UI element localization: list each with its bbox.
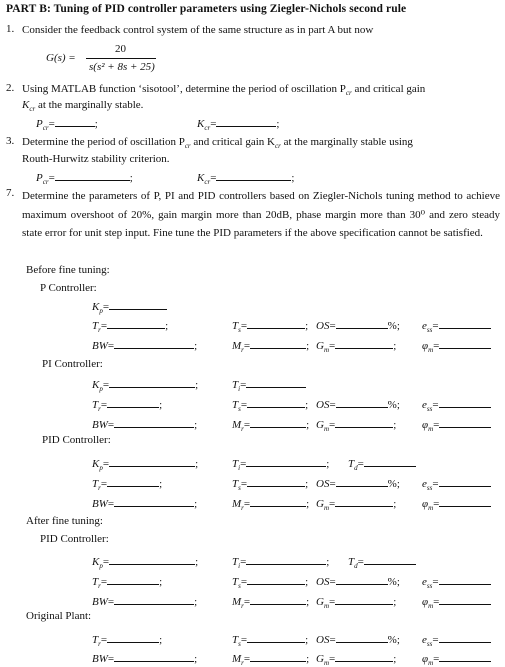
- orig-bw-field: BW= ;: [92, 650, 197, 665]
- answer-blank: [107, 573, 159, 585]
- answer-blank: [246, 376, 306, 388]
- orig-tr-field: $T_r=$ ;: [92, 631, 162, 648]
- original-plant-label: Original Plant:: [26, 610, 92, 622]
- pid-ts-field: $T_s=$ ;: [232, 475, 308, 492]
- orig-pm-field: $\varphi_m=$: [422, 650, 491, 667]
- pid-td-field: $T_d=$: [348, 455, 416, 472]
- pid2-tr-field: $T_r=$ ;: [92, 573, 162, 590]
- answer-blank: [335, 416, 393, 428]
- answer-blank: [250, 495, 306, 507]
- answer-blank: [109, 376, 195, 388]
- q3-line1: Determine the period of oscillation $P_{cr}$ and critical gain $K_{cr}$ at the marginally stable using: [22, 136, 413, 151]
- answer-blank: [364, 455, 416, 467]
- pi-gm-field: $G_m=$ ;: [316, 416, 396, 433]
- pid2-ess-field: $e_{ss}=$: [422, 573, 491, 590]
- os-field: OS= %;: [316, 317, 400, 332]
- orig-os-field: OS= %;: [316, 631, 400, 646]
- answer-blank: [364, 553, 416, 565]
- answer-blank: [250, 650, 306, 662]
- bw-field: BW= ;: [92, 337, 197, 352]
- pid2-kp-field: $K_p=$ ;: [92, 553, 198, 570]
- answer-blank: [247, 573, 305, 585]
- answer-blank: [439, 593, 491, 605]
- answer-blank: [114, 495, 194, 507]
- pi-os-field: OS= %;: [316, 396, 400, 411]
- q2-pcr-field: $P_{cr}=$ ;: [36, 115, 98, 132]
- answer-blank: [107, 631, 159, 643]
- answer-blank: [439, 573, 491, 585]
- kp-field: $K_p=$: [92, 298, 167, 315]
- q3-pcr-field: $P_{cr}=$ ;: [36, 169, 133, 186]
- pid-kp-field: $K_p=$ ;: [92, 455, 198, 472]
- answer-blank: [336, 631, 388, 643]
- gm-field: $G_m=$ ;: [316, 337, 396, 354]
- pi-tr-field: $T_r=$ ;: [92, 396, 162, 413]
- answer-blank: [246, 455, 326, 467]
- pi-bw-field: BW= ;: [92, 416, 197, 431]
- q3-number: 3.: [6, 135, 15, 147]
- before-fine-tuning-label: Before fine tuning:: [26, 264, 110, 276]
- answer-blank: [439, 416, 491, 428]
- pid-controller-label: PID Controller:: [42, 434, 111, 446]
- pi-controller-label: PI Controller:: [42, 358, 103, 370]
- orig-ts-field: $T_s=$ ;: [232, 631, 308, 648]
- answer-blank: [439, 317, 491, 329]
- tf-fraction-bar: [86, 58, 156, 59]
- answer-blank: [439, 475, 491, 487]
- pid-bw-field: BW= ;: [92, 495, 197, 510]
- pid2-bw-field: BW= ;: [92, 593, 197, 608]
- pid2-td-field: $T_d=$: [348, 553, 416, 570]
- orig-ess-field: $e_{ss}=$: [422, 631, 491, 648]
- answer-blank: [336, 317, 388, 329]
- pi-ess-field: $e_{ss}=$: [422, 396, 491, 413]
- answer-blank: [114, 416, 194, 428]
- pi-kp-field: $K_p=$ ;: [92, 376, 198, 393]
- pid2-ti-field: $T_i=$ ;: [232, 553, 329, 570]
- pi-mr-field: $M_r=$ ;: [232, 416, 309, 433]
- pi-pm-field: $\varphi_m=$: [422, 416, 491, 433]
- tf-denominator: s(s² + 8s + 25): [89, 61, 155, 73]
- q2-line1: Using MATLAB function ‘sisotool’, determine the period of oscillation $P_{cr}$ and critical gain: [22, 83, 426, 98]
- answer-blank: [107, 317, 165, 329]
- answer-blank: [439, 495, 491, 507]
- q2-kcr-field: $K_{cr}=$ ;: [197, 115, 279, 132]
- mr-field: $M_r=$ ;: [232, 337, 309, 354]
- answer-blank: [107, 475, 159, 487]
- answer-blank: [336, 475, 388, 487]
- answer-blank: [109, 553, 195, 565]
- answer-blank: [335, 337, 393, 349]
- q2-number: 2.: [6, 82, 15, 94]
- answer-blank: [336, 573, 388, 585]
- orig-gm-field: $G_m=$ ;: [316, 650, 396, 667]
- tf-numerator: 20: [115, 43, 126, 55]
- pid-mr-field: $M_r=$ ;: [232, 495, 309, 512]
- tr-field: $T_r=$ ;: [92, 317, 168, 334]
- pid-controller-label-2: PID Controller:: [40, 533, 109, 545]
- answer-blank: [107, 396, 159, 408]
- pid-ti-field: $T_i=$ ;: [232, 455, 329, 472]
- pid2-os-field: OS= %;: [316, 573, 400, 588]
- p-controller-label: P Controller:: [40, 282, 97, 294]
- answer-blank: [250, 593, 306, 605]
- answer-blank: [439, 337, 491, 349]
- pm-field: $\varphi_m=$: [422, 337, 491, 354]
- q1-text: Consider the feedback control system of the same structure as in part A but now: [22, 24, 374, 36]
- q1-number: 1.: [6, 23, 15, 35]
- ess-field: $e_{ss}=$: [422, 317, 491, 334]
- q7-text: Determine the parameters of P, PI and PID controllers based on Ziegler-Nichols tuning method to achieve maximum overshoot of 20%, gain margin more than 20dB, phase margin more than 30⁰ and zero steady state error for unit step input. Fine tune the PID parameters if the above specification cannot be satisfied.: [22, 190, 500, 240]
- pid-ess-field: $e_{ss}=$: [422, 475, 491, 492]
- answer-blank: [439, 631, 491, 643]
- ts-field: $T_s=$ ;: [232, 317, 308, 334]
- answer-blank: [439, 650, 491, 662]
- answer-blank: [335, 495, 393, 507]
- q7-number: 7.: [6, 187, 15, 199]
- answer-blank: [336, 396, 388, 408]
- q2-line2: $K_{cr}$ at the marginally stable.: [22, 99, 144, 114]
- answer-blank: [335, 593, 393, 605]
- answer-blank: [114, 593, 194, 605]
- answer-blank: [335, 650, 393, 662]
- pid-tr-field: $T_r=$ ;: [92, 475, 162, 492]
- pid-os-field: OS= %;: [316, 475, 400, 490]
- answer-blank: [247, 475, 305, 487]
- orig-mr-field: $M_r=$ ;: [232, 650, 309, 667]
- pid2-mr-field: $M_r=$ ;: [232, 593, 309, 610]
- answer-blank: [247, 396, 305, 408]
- answer-blank: [247, 631, 305, 643]
- q3-line2: Routh-Hurwitz stability criterion.: [22, 153, 170, 165]
- pid-gm-field: $G_m=$ ;: [316, 495, 396, 512]
- answer-blank: [109, 298, 167, 310]
- after-fine-tuning-label: After fine tuning:: [26, 515, 103, 527]
- answer-blank: [114, 337, 194, 349]
- answer-blank: [250, 416, 306, 428]
- q3-kcr-field: $K_{cr}=$ ;: [197, 169, 294, 186]
- answer-blank: [246, 553, 326, 565]
- answer-blank: [109, 455, 195, 467]
- pid2-gm-field: $G_m=$ ;: [316, 593, 396, 610]
- pid2-pm-field: $\varphi_m=$: [422, 593, 491, 610]
- pi-ti-field: $T_i=$: [232, 376, 306, 393]
- page-heading: PART B: Tuning of PID controller parameters using Ziegler-Nichols second rule: [6, 3, 407, 15]
- pid-pm-field: $\varphi_m=$: [422, 495, 491, 512]
- answer-blank: [114, 650, 194, 662]
- tf-lhs: G(s) =: [46, 52, 76, 64]
- pi-ts-field: $T_s=$ ;: [232, 396, 308, 413]
- answer-blank: [439, 396, 491, 408]
- answer-blank: [250, 337, 306, 349]
- pid2-ts-field: $T_s=$ ;: [232, 573, 308, 590]
- answer-blank: [247, 317, 305, 329]
